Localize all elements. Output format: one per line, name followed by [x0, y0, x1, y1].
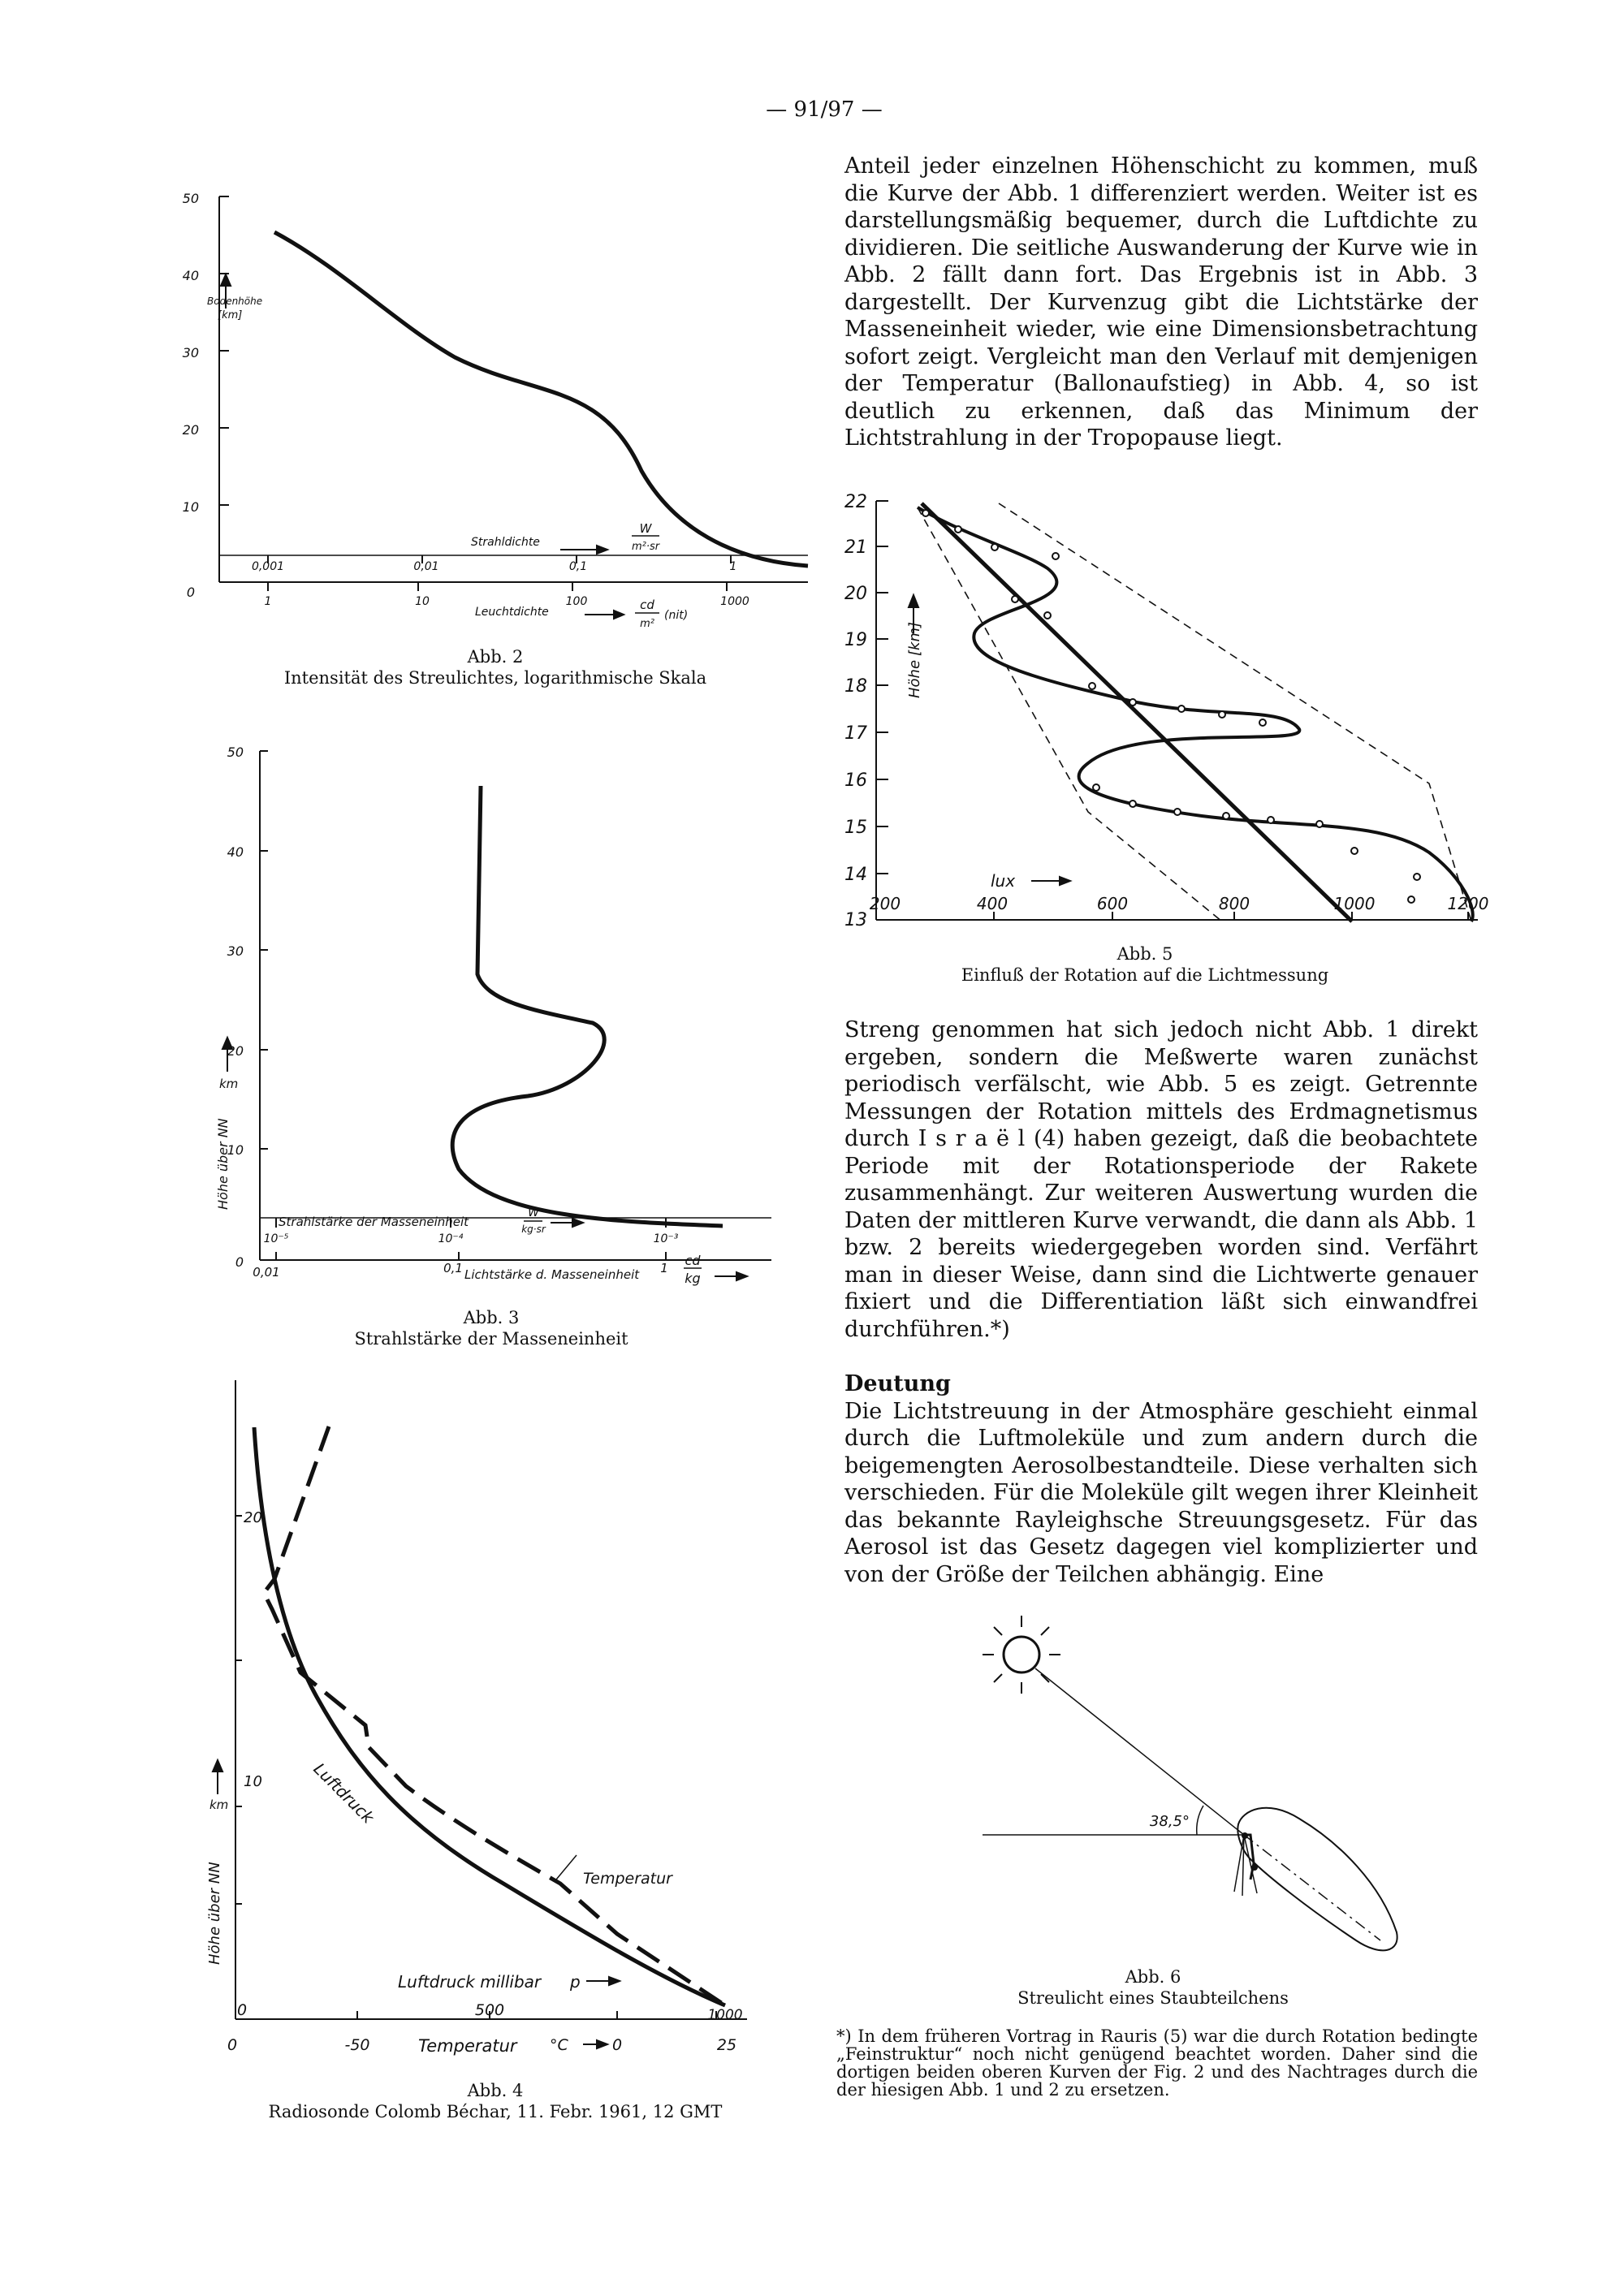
abb4-pressure-axis-label: Luftdruck millibar [398, 1972, 542, 1992]
abb5-point [955, 526, 961, 533]
abb4-pressure-tick: 1000 [707, 2007, 743, 2023]
abb3-yunit: km [219, 1077, 239, 1091]
abb4-pressure-curve [254, 1427, 725, 2005]
abb2-bottom-unit-den: m² [640, 618, 654, 630]
abb2-bottom-tick: 1 [264, 595, 272, 608]
sun-icon [983, 1616, 1060, 1694]
abb2-ytick: 30 [182, 345, 199, 360]
abb3-top-unit-num: W [528, 1206, 539, 1219]
abb6-angle-label: 38,5° [1149, 1813, 1190, 1830]
abb3-bottom-label: Lichtstärke d. Masseneinheit [464, 1267, 640, 1282]
abb2-top-tick: 0,001 [251, 560, 285, 573]
abb2-bottom-unit-extra: (nit) [664, 609, 689, 622]
abb2-ytick: 0 [186, 585, 195, 600]
abb4-temp-tick: 0 [227, 2036, 238, 2054]
abb4-caption [227, 2080, 763, 2122]
abb5-point [1408, 896, 1415, 903]
abb3-bottom-tick: 0,1 [443, 1261, 463, 1275]
abb3-top-unit-den: kg·sr [521, 1224, 546, 1235]
abb5-point [1316, 821, 1323, 827]
abb5-xtick: 600 [1096, 894, 1129, 913]
abb5-point [1012, 596, 1018, 602]
abb5-yunit: [km] [906, 621, 923, 656]
abb3-caption [309, 1307, 674, 1349]
abb3-curve [452, 786, 723, 1226]
figure-abb4 [0, 1380, 812, 2070]
abb2-bottom-label: Leuchtdichte [475, 606, 549, 619]
abb5-caption-text: Einfluß der Rotation auf die Lichtmessung [961, 965, 1329, 985]
abb3-ytick: 0 [235, 1254, 244, 1270]
abb3-ylabel: Höhe über NN [215, 1118, 231, 1210]
abb5-ytick: 22 [844, 492, 867, 512]
paragraph-rotation: Streng genommen hat sich jedoch nicht Abb. 1 direkt ergeben, sondern die Meßwerte waren zunächst periodisch verfälscht, wie Abb. 5 es zeigt. Getrennte Messungen der Rotation mittels des Erdmagnetismus durch I s r a ë l (4) haben gezeigt, daß die beobachtete Periode mit der Rotationsperiode der Rakete zusammenhängt. Zur weiteren Auswertung wurden die Daten der mittleren Kurve verwandt, die dann als Abb. 1 bzw. 2 bereits wiedergegeben worden sind. Verfährt man in dieser Weise, dann sind die Lichtwerte genauer fixiert und die Differentiation läßt sich einwandfrei durchführen.*) [844, 1017, 1478, 1342]
abb5-point [1044, 612, 1051, 619]
abb5-point [1129, 699, 1136, 706]
abb3-caption-text: Strahlstärke der Masseneinheit [354, 1329, 628, 1349]
abb5-ytick: 21 [844, 537, 867, 558]
abb5-point [1219, 711, 1225, 718]
abb5-point [922, 510, 929, 516]
abb4-caption-text: Radiosonde Colomb Béchar, 11. Febr. 1961, 12 GMT [268, 2102, 723, 2121]
abb4-temperature-curve [264, 1426, 725, 2005]
abb5-ytick: 15 [844, 818, 867, 838]
abb2-bottom-tick: 100 [565, 595, 588, 608]
abb4-temp-axis-unit: °C [550, 2036, 568, 2054]
abb3-bottom-tick: 1 [660, 1261, 668, 1275]
abb5-xtick: 1200 [1447, 894, 1489, 913]
abb2-caption [227, 646, 763, 688]
abb5-xtick: 400 [976, 894, 1009, 913]
abb5-point [991, 544, 998, 550]
abb5-xtick: 1000 [1333, 894, 1376, 913]
figure-abb3 [0, 731, 812, 1315]
abb2-caption-num: Abb. 2 [467, 647, 524, 667]
abb2-ytick: 50 [182, 191, 199, 206]
abb6-caption [934, 1966, 1372, 2009]
abb4-luftdruck-label: Luftdruck [309, 1759, 378, 1828]
abb3-caption-num: Abb. 3 [463, 1308, 520, 1327]
abb5-point [1174, 809, 1181, 815]
abb5-caption-num: Abb. 5 [1116, 944, 1173, 964]
scatter-lobe [1237, 1808, 1397, 1951]
abb5-point [1223, 813, 1229, 819]
abb2-yunit: [km] [218, 309, 243, 322]
abb2-top-tick: 0,01 [413, 560, 439, 573]
abb2-bottom-unit-num: cd [640, 598, 654, 612]
abb4-caption-num: Abb. 4 [467, 2081, 524, 2100]
abb3-ytick: 30 [227, 943, 244, 959]
abb2-curve [274, 232, 808, 566]
abb5-ytick: 17 [844, 723, 867, 744]
abb3-bottom-unit-den: kg [685, 1271, 701, 1286]
abb2-top-unit-den: m²·sr [631, 541, 660, 553]
abb5-ytick: 14 [844, 865, 867, 885]
abb3-top-tick: 10⁻⁴ [438, 1232, 464, 1245]
abb5-point [1414, 874, 1420, 880]
abb4-temp-tick: 25 [716, 2036, 737, 2054]
abb5-point [1178, 706, 1185, 712]
abb2-bottom-tick: 10 [415, 595, 430, 608]
abb2-top-tick: 0,1 [568, 560, 588, 573]
abb4-temp-tick: 0 [611, 2036, 623, 2054]
abb5-point [1129, 801, 1136, 807]
section-heading-deutung: Deutung [844, 1371, 951, 1396]
abb5-measured-curve [918, 507, 1473, 921]
footnote: *) In dem früheren Vortrag in Rauris (5) war die durch Rotation bedingte „Feinstruktur“ noch nicht genügend beachtet worden. Daher sind die dortigen beiden oberen Kurven der Fig. 2 und des Nachtrages durch die der hiesigen Abb. 1 und 2 zu ersetzen. [836, 2026, 1478, 2100]
abb3-top-tick: 10⁻³ [653, 1232, 679, 1245]
abb4-pressure-tick: 0 [237, 2001, 248, 2019]
abb3-ytick: 10 [227, 1142, 244, 1158]
abb5-xtick: 200 [869, 894, 901, 913]
abb5-ytick: 13 [844, 910, 867, 930]
abb3-ytick: 20 [227, 1043, 244, 1059]
abb4-ytick: 20 [244, 1509, 262, 1526]
paragraph-deutung: Die Lichtstreuung in der Atmosphäre geschieht einmal durch die Luftmoleküle und zum andern durch die beigemengten Aerosolbestandteile. Diese verhalten sich verschieden. Für die Moleküle gilt wegen ihrer Kleinheit das bekannte Rayleighsche Streuungsgesetz. Für das Aerosol ist das Gesetz dagegen viel komplizierter und von der Größe der Teilchen abhängig. Eine [844, 1398, 1478, 1587]
body-text-top [844, 153, 1478, 452]
abb4-p-label: p [570, 1972, 581, 1992]
abb5-ytick: 20 [844, 584, 867, 604]
abb5-point [1052, 553, 1059, 559]
abb2-ytick: 10 [182, 499, 199, 515]
abb2-ylabel: Bodenhöhe [207, 296, 263, 307]
abb2-ytick: 20 [182, 422, 199, 438]
abb5-envelope-left [918, 507, 1222, 921]
abb5-point [1089, 683, 1095, 689]
abb4-temp-axis-label: Temperatur [418, 2036, 517, 2056]
abb3-bottom-unit-num: cd [685, 1253, 701, 1268]
abb3-ytick: 40 [227, 844, 244, 860]
abb5-point [1351, 848, 1358, 854]
abb4-ylabel: Höhe über NN [206, 1862, 223, 1965]
abb2-top-label: Strahldichte [471, 536, 540, 549]
abb6-caption-num: Abb. 6 [1125, 1967, 1181, 1987]
page-number: — 91/97 — [766, 97, 883, 122]
figure-abb5 [812, 471, 1624, 958]
abb3-ytick: 50 [227, 744, 244, 760]
abb5-mean-line [922, 503, 1352, 921]
abb5-point [1268, 817, 1274, 823]
abb3-top-label: Strahlstärke der Masseneinheit [279, 1215, 469, 1229]
abb5-xtick: 800 [1218, 894, 1250, 913]
abb5-ytick: 16 [844, 770, 867, 791]
abb4-yunit: km [209, 1798, 229, 1812]
abb2-top-tick: 1 [729, 560, 737, 573]
abb5-point [1259, 719, 1266, 726]
abb2-bottom-tick: 1000 [720, 595, 749, 608]
abb6-caption-text: Streulicht eines Staubteilchens [1017, 1988, 1289, 2008]
paragraph-intro: Anteil jeder einzelnen Höhenschicht zu kommen, muß die Kurve der Abb. 1 differenziert werden. Weiter ist es darstellungsmäßig bequemer, durch die Luftdichte zu dividieren. Die seitliche Auswanderung der Kurve wie in Abb. 2 fällt dann fort. Das Ergebnis ist in Abb. 3 dargestellt. Der Kurvenzug gibt die Lichtstärke der Masseneinheit wieder, wie eine Dimensionsbetrachtung sofort zeigt. Vergleicht man den Verlauf mit demjenigen der Temperatur (Ballonaufstieg) in Abb. 4, so ist deutlich zu erkennen, daß das Minimum der Lichtstrahlung in der Tropopause liegt. [844, 153, 1478, 451]
abb5-ytick: 18 [844, 676, 867, 697]
abb3-top-tick: 10⁻⁵ [263, 1232, 289, 1245]
abb4-ytick: 10 [244, 1773, 262, 1790]
abb5-point [1093, 784, 1099, 791]
body-text-bottom [844, 1016, 1478, 1588]
abb5-xlabel: lux [991, 871, 1016, 891]
figure-abb6 [812, 1591, 1624, 1965]
abb5-ylabel: Höhe [906, 659, 923, 698]
abb5-caption [909, 943, 1380, 986]
abb5-ytick: 19 [844, 630, 867, 650]
abb4-temp-tick: -50 [344, 2036, 370, 2054]
abb4-pressure-tick: 500 [474, 2001, 505, 2019]
abb2-caption-text: Intensität des Streulichtes, logarithmische Skala [283, 668, 707, 688]
abb2-ytick: 40 [182, 268, 199, 283]
abb4-temperatur-label: Temperatur [583, 1870, 672, 1888]
abb3-bottom-tick: 0,01 [253, 1265, 280, 1280]
figure-abb2 [0, 0, 812, 633]
abb2-top-unit-num: W [639, 521, 652, 536]
